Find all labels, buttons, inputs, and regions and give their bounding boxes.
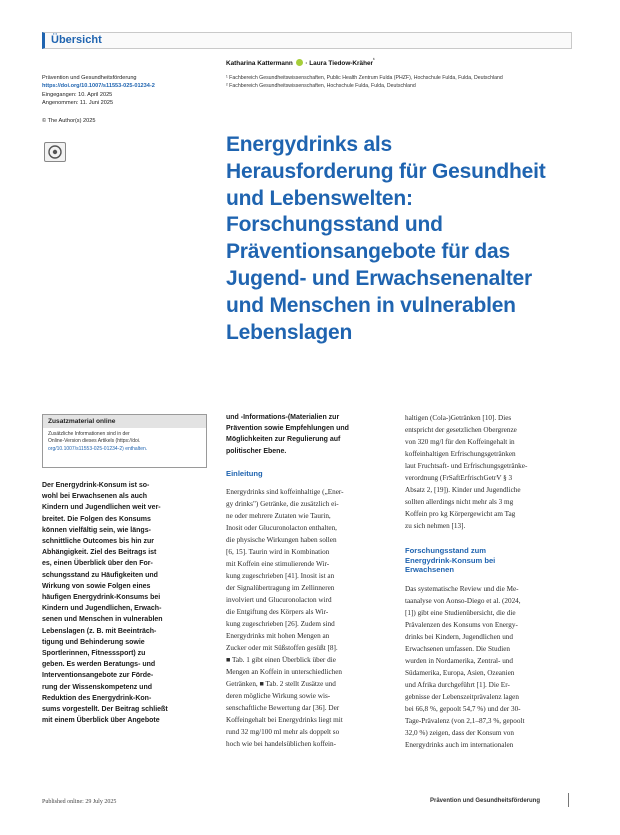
text-line: laut Fruchtsaft- und Erfrischungsgetränke- xyxy=(405,462,528,470)
text-line: Das systematische Review und die Me- xyxy=(405,584,519,593)
abstract-line: rung der Wissenskompetenz und xyxy=(42,683,153,691)
text-line: hoch wie bei handelsüblichen koffein- xyxy=(226,740,337,749)
text-line: Tage-Prävalenz (von 2,1–87,3 %, gepoolt xyxy=(405,716,525,725)
doi-link[interactable]: https://doi.org/10.1007/s11553-025-01234-2 xyxy=(42,83,155,90)
abstract-line: sums vorgestellt. Der Beitrag schließt xyxy=(42,706,168,714)
supplement-text: Zusätzliche Informationen sind in der xyxy=(48,431,130,437)
text-line: Getränken, ■ Tab. 2 stellt Zusätze und xyxy=(226,680,336,689)
article-title xyxy=(226,132,586,346)
affiliations xyxy=(226,74,576,90)
text-line: 32,0 %) zeigen, dass der Konsum von xyxy=(405,728,514,737)
text-line: drinks bei Kindern, Jugendlichen und xyxy=(405,632,513,641)
text-line: verordnung (FrSaftErfrischGetrV § 3 xyxy=(405,474,513,482)
author-suffix: ¹ xyxy=(373,58,375,64)
abstract-line: geben. Es werden Beratungs- und xyxy=(42,661,156,669)
text-line: bei 66,8 %, gepoolt 54,7 %) und der 30- xyxy=(405,704,521,713)
text-line: Koffein pro kg Körpergewicht am Tag xyxy=(405,510,516,518)
published-date: Published online: 29 July 2025 xyxy=(42,799,117,805)
abstract-line: mit einem Überblick über Angebote xyxy=(42,717,160,725)
abstract-line: schungsstand zu Häufigkeiten und xyxy=(42,571,158,579)
copyright: © The Author(s) 2025 xyxy=(42,117,96,124)
heading-line: Forschungsstand zum xyxy=(405,546,487,555)
text-line: wurden in Nordamerika, Zentral- und xyxy=(405,656,513,665)
supplement-box xyxy=(42,414,207,468)
title-line: Forschungsstand und xyxy=(226,213,443,237)
abstract-line: breitet. Die Folgen des Konsums xyxy=(42,515,151,523)
text-line: zu sich nehmen [13]. xyxy=(405,522,466,530)
supplement-text: Online-Version dieses Artikels (https://doi. xyxy=(48,438,141,445)
text-line: gy drinks") Getränke, die zusätzlich ei- xyxy=(226,500,339,509)
text-line: die physische Wirkungen haben sollen xyxy=(226,536,337,545)
text-line: taanalyse von Aonso-Diego et al. (2024, xyxy=(405,596,521,605)
affiliation: ¹ Fachbereich Gesundheitswissenschaften, Public Health Zentrum Fulda (PHZF), Hochschule Fulda, Fulda, Deutschland xyxy=(226,75,503,81)
body-text xyxy=(405,583,573,751)
abstract-line: Interventionsangebote zur Förde- xyxy=(42,672,154,680)
title-line: Lebenslagen xyxy=(226,320,353,344)
text-line: deren mögliche Wirkung sowie wis- xyxy=(226,692,331,701)
text-line: der Signalübertragung im Zellinneren xyxy=(226,584,335,593)
text-line: Energydrinks sind koffeinhaltige („Ener- xyxy=(226,488,344,497)
author-name[interactable]: Katharina Kattermann xyxy=(226,60,293,68)
abstract-line: Wirkung von sowie Folgen eines xyxy=(42,582,151,590)
text-line: [6, 15]. Taurin wird in Kombination xyxy=(226,548,330,557)
text-line: mit Koffein eine stimulierende Wir- xyxy=(226,560,330,569)
affiliation: ² Fachbereich Gesundheitswissenschaften, Hochschule Fulda, Fulda, Deutschland xyxy=(226,83,416,90)
text-line: Möglichkeiten zur Regulierung auf xyxy=(226,436,341,444)
accepted-date: Angenommen: 11. Juni 2025 xyxy=(42,100,114,107)
text-line: kung zugeschrieben [41]. Inosit ist an xyxy=(226,572,335,581)
text-line: senschaftliche Bewertung dar [36]. Der xyxy=(226,704,340,713)
heading-line: Erwachsenen xyxy=(405,565,454,575)
article-meta xyxy=(42,74,202,125)
text-line: rund 32 mg/100 ml mehr als doppelt so xyxy=(226,728,340,737)
author-name[interactable]: · Laura Tiedow-Kräher xyxy=(305,60,374,68)
column-right xyxy=(405,412,573,751)
abstract-line: tigung und Behinderung sowie xyxy=(42,638,145,646)
abstract-line: es, einen Überblick über den For- xyxy=(42,560,153,568)
text-line: von 320 mg/l für den Koffeingehalt in xyxy=(405,438,515,446)
supplement-link[interactable]: org/10.1007/s11553-025-01234-2) enthalten. xyxy=(48,445,148,452)
text-line: haltigen (Cola-)Getränken [10]. Dies xyxy=(405,414,512,422)
received-date: Eingegangen: 10. April 2025 xyxy=(42,91,113,98)
text-line: sollten allerdings nicht mehr als 3 mg xyxy=(405,498,514,506)
text-line: und -Informations-(Materialien zur xyxy=(226,414,340,421)
abstract-line: Abhängigkeit. Ziel des Beitrags ist xyxy=(42,549,157,557)
abstract-line: wohl bei Erwachsenen als auch xyxy=(42,493,148,501)
text-line: gebnisse der Lebenszeitprävalenz lagen xyxy=(405,692,519,701)
text-line: Zucker oder mit Süßstoffen gesüßt [8]. xyxy=(226,644,338,653)
text-line: kung zugeschrieben [26]. Zudem sind xyxy=(226,620,335,629)
abstract-line: senen und Menschen in vulnerablen xyxy=(42,616,163,624)
abstract-line: Kindern und Jugendlichen, Erwach- xyxy=(42,605,162,613)
section-header-bar xyxy=(42,32,572,49)
text-line: ■ Tab. 1 gibt einen Überblick über die xyxy=(226,656,336,665)
abstract-line: Reduktion des Energydrink-Kon- xyxy=(42,694,152,702)
heading-line: Energydrink-Konsum bei xyxy=(405,555,496,565)
text-line: entspricht der gesetzlichen Obergrenze xyxy=(405,426,517,434)
text-line: [1]) gibt eine Studienübersicht, die die xyxy=(405,608,516,617)
title-line: und Menschen in vulnerablen xyxy=(226,293,516,317)
text-line: Energydrinks mit hohen Mengen an xyxy=(226,632,330,641)
text-line: Prävention sowie Empfehlungen und xyxy=(226,425,349,433)
text-line: Koffeingehalt bei Energydrinks liegt mit xyxy=(226,716,343,725)
supplement-heading: Zusatzmaterial online xyxy=(43,415,206,428)
title-line: Herausforderung für Gesundheit xyxy=(226,159,546,183)
abstract-line: häufigen Energydrink-Konsums bei xyxy=(42,594,161,602)
orcid-icon[interactable] xyxy=(296,59,303,66)
body-text xyxy=(226,486,386,750)
text-line: Südamerika, Europa, Asien, Ozeanien xyxy=(405,668,515,677)
text-line: Energydrinks auch im internationalen xyxy=(405,740,514,749)
title-line: Jugend- und Erwachsenenalter xyxy=(226,266,532,290)
text-line: involviert und Glucuronolacton wird xyxy=(226,596,332,605)
abstract-line: schnittliche Outcomes bis hin zur xyxy=(42,538,155,546)
section-heading-research xyxy=(405,546,573,575)
text-line: politischer Ebene. xyxy=(226,447,287,455)
author-list xyxy=(226,58,576,67)
text-line: die Entgiftung des Körpers als Wir- xyxy=(226,608,329,617)
section-heading-intro: Einleitung xyxy=(226,468,263,478)
title-line: und Lebenswelten: xyxy=(226,186,413,210)
column-middle xyxy=(226,412,386,750)
footer-divider xyxy=(568,793,569,807)
text-line: Inosit oder Glucuronolacton enthalten, xyxy=(226,524,337,533)
body-text xyxy=(405,412,573,532)
abstract xyxy=(42,480,210,726)
abstract-continuation xyxy=(226,412,386,457)
title-line: Energydrinks als xyxy=(226,133,393,156)
journal-name: Prävention und Gesundheitsförderung xyxy=(42,75,137,81)
abstract-line: Kindern und Jugendlichen weit ver- xyxy=(42,504,161,512)
abstract-line: Sportlerinnen, Fitnesssport) zu xyxy=(42,650,146,658)
abstract-line: können vielfältig sein, wie längs- xyxy=(42,526,151,534)
title-line: Präventionsangebote für das xyxy=(226,240,510,264)
text-line: Absatz 2, [19]). Kinder und Jugendliche xyxy=(405,486,521,494)
text-line: koffeinhaltigen Erfrischungsgetränken xyxy=(405,450,516,458)
text-line: ne oder mehrere Zutaten wie Taurin, xyxy=(226,512,331,521)
text-line: Erwachsenen umfassen. Die Studien xyxy=(405,644,510,653)
journal-footer: Prävention und Gesundheitsförderung xyxy=(430,798,541,804)
text-line: Prävalenzen des Konsums von Energy- xyxy=(405,620,518,629)
section-label: Übersicht xyxy=(51,34,102,46)
open-access-icon[interactable] xyxy=(44,142,66,162)
abstract-line: Der Energydrink-Konsum ist so- xyxy=(42,482,150,489)
text-line: und Afrika durchgeführt [1]. Die Er- xyxy=(405,680,510,689)
text-line: Mengen an Koffein in unterschiedlichen xyxy=(226,668,343,677)
abstract-line: Lebenslagen (z. B. mit Beeinträch- xyxy=(42,627,157,635)
